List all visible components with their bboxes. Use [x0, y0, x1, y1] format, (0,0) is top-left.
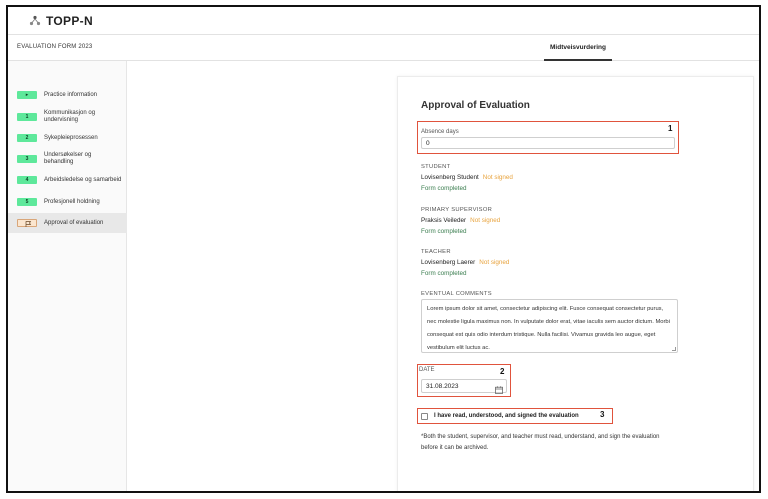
flag-icon	[17, 219, 37, 227]
marker-2: 2	[500, 367, 505, 376]
comments-text: Lorem ipsum dolor sit amet, consectetur adipiscing elit. Fusce consequat consectetur purus, nec molestie ligula maximus non. In vulputate dolor erat, vitae iaculis sem auctor dictum. Morbi consequat est quis odio interdum tristique. Nulla facilisi. Vivamus gravida leo augue, eget vestibulum elit luctus ac.	[427, 306, 670, 351]
comments-textarea[interactable]	[421, 299, 678, 353]
top-bar	[8, 7, 759, 35]
supervisor-form-status: Form completed	[421, 228, 467, 235]
sidebar-item-label: Approval of evaluation	[44, 219, 104, 226]
sidebar-item-label: Profesjonell holdning	[44, 198, 100, 205]
section-number-badge: 5	[17, 198, 37, 206]
sidebar-item-sykepleieprosessen[interactable]	[8, 128, 127, 148]
supervisor-name: Praksis Veileder	[421, 217, 467, 224]
approval-title: Approval of Evaluation	[421, 100, 530, 111]
supervisor-signature-row	[421, 217, 500, 224]
sidebar-item-approval-of-evaluation[interactable]	[8, 213, 127, 233]
marker-1: 1	[668, 124, 673, 133]
resize-handle-icon[interactable]	[672, 347, 676, 351]
section-number-badge: 4	[17, 176, 37, 184]
teacher-role: TEACHER	[421, 249, 451, 255]
teacher-status: Not signed	[479, 259, 510, 266]
sidebar	[8, 61, 127, 493]
app-logo-text: TOPP-N	[46, 14, 93, 28]
date-input[interactable]: 31.08.2023	[421, 379, 507, 393]
sidebar-item-undersokelser[interactable]	[8, 149, 127, 169]
calendar-icon[interactable]	[495, 386, 503, 394]
date-label: DATE	[419, 367, 435, 373]
sidebar-item-label: Undersøkelser og behandling	[44, 152, 92, 165]
section-number-badge: 3	[17, 155, 37, 163]
approval-card	[397, 76, 754, 493]
app-window	[6, 5, 761, 493]
student-name: Lovisenberg Student	[421, 174, 479, 181]
teacher-form-status: Form completed	[421, 270, 467, 277]
teacher-signature-row	[421, 259, 509, 266]
play-icon: ▸	[17, 91, 37, 99]
absence-days-input[interactable]: 0	[421, 137, 675, 149]
sidebar-item-label: Arbeidsledelse og samarbeid	[44, 176, 122, 183]
teacher-name: Lovisenberg Laerer	[421, 259, 476, 266]
tab-midtveisvurdering[interactable]: Midtveisvurdering	[544, 35, 612, 61]
absence-days-label: Absence days	[421, 129, 459, 135]
section-number-badge: 1	[17, 113, 37, 121]
student-signature-row	[421, 174, 513, 181]
supervisor-role: PRIMARY SUPERVISOR	[421, 207, 493, 213]
sidebar-item-label: Sykepleieprosessen	[44, 134, 98, 141]
supervisor-status: Not signed	[470, 217, 501, 224]
sidebar-item-profesjonell-holdning[interactable]	[8, 192, 127, 212]
student-role: STUDENT	[421, 164, 451, 170]
comments-label: EVENTUAL COMMENTS	[421, 291, 492, 297]
signed-checkbox-label[interactable]: I have read, understood, and signed the evaluation	[434, 413, 579, 419]
sidebar-item-label: Kommunikasjon og undervisning	[44, 110, 96, 123]
form-header	[8, 35, 759, 61]
archive-footnote: *Both the student, supervisor, and teacher must read, understand, and sign the evaluation before it can be archived.	[421, 434, 660, 451]
sidebar-item-arbeidsledelse[interactable]	[8, 170, 127, 190]
logo-icon	[29, 15, 41, 27]
sidebar-item-practice-information[interactable]	[8, 85, 127, 105]
marker-3: 3	[600, 410, 605, 419]
form-title: EVALUATION FORM 2023	[17, 44, 93, 50]
sidebar-item-label: Practice information	[44, 91, 98, 98]
student-form-status: Form completed	[421, 185, 467, 192]
sidebar-item-kommunikasjon[interactable]	[8, 107, 127, 127]
signed-checkbox[interactable]	[421, 413, 428, 420]
student-status: Not signed	[482, 174, 513, 181]
section-number-badge: 2	[17, 134, 37, 142]
